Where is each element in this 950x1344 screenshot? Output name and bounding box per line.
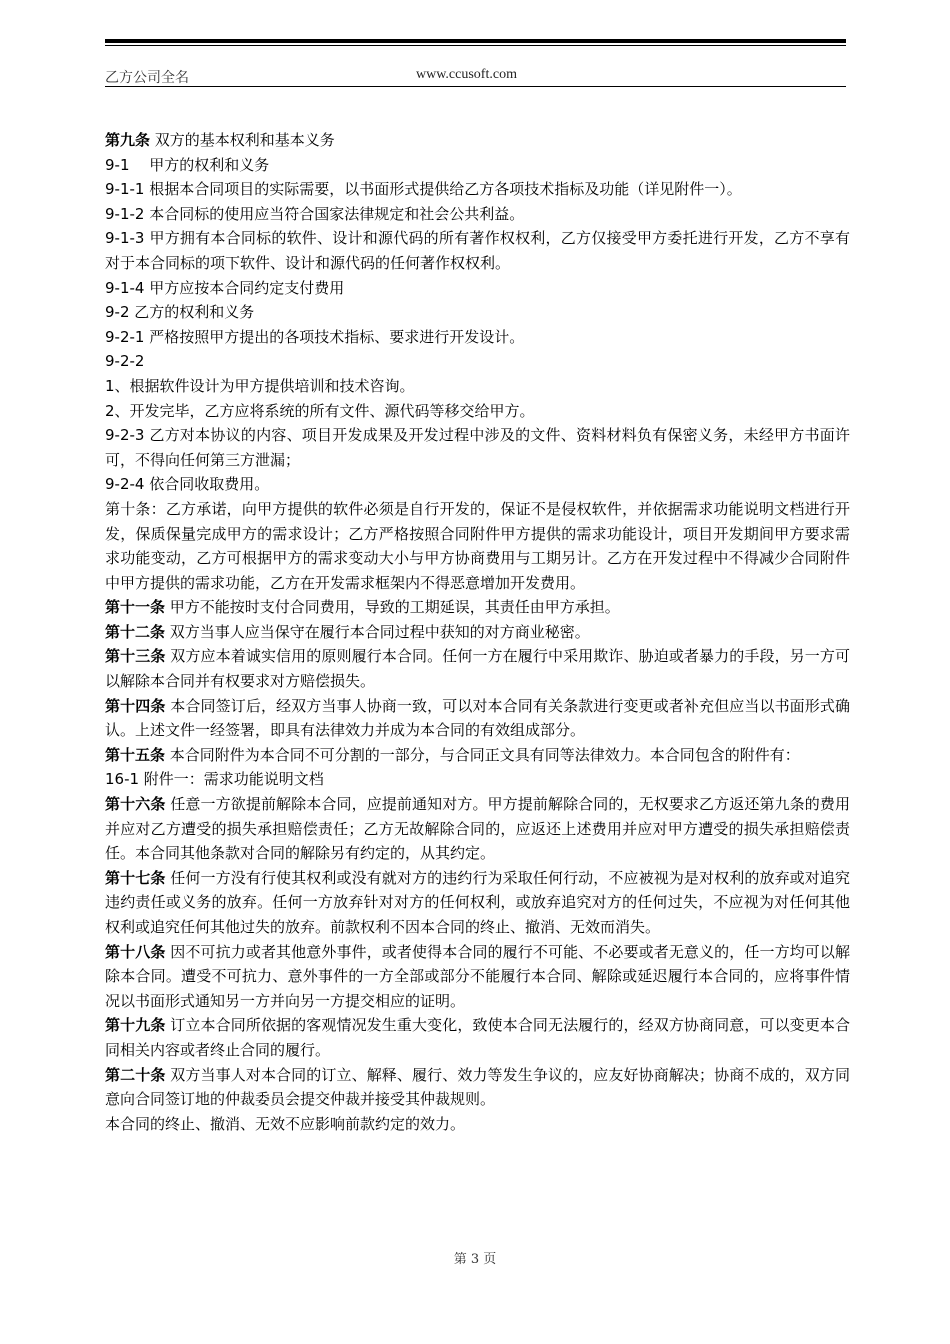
clause-paragraph <box>105 349 850 374</box>
clause-paragraph <box>105 300 850 325</box>
clause-text: 9-1 甲方的权利和义务 <box>105 155 270 174</box>
clause-text: 双方的基本权利和基本义务 <box>150 131 335 149</box>
clause-text: 双方当事人对本合同的订立、解释、履行、效力等发生争议的，应友好协商解决；协商不成的，双方同意向合同签订地的仲裁委员会提交仲裁并接受其仲裁规则。 <box>105 1065 850 1109</box>
clause-text: 甲方不能按时支付合同费用，导致的工期延误，其责任由甲方承担。 <box>165 598 620 617</box>
document-body <box>105 128 850 1136</box>
clause-paragraph <box>105 399 850 424</box>
clause-heading: 第十三条 <box>105 647 166 666</box>
header-rule-thin <box>105 45 846 46</box>
clause-paragraph <box>105 940 850 1014</box>
clause-paragraph <box>105 128 850 153</box>
clause-paragraph <box>105 595 850 620</box>
clause-paragraph <box>105 177 850 202</box>
header-rule-thick <box>105 39 846 43</box>
page-number: 第 3 页 <box>453 1252 497 1267</box>
header-company: 乙方公司全名 <box>105 70 189 86</box>
clause-paragraph <box>105 153 850 178</box>
clause-text: 因不可抗力或者其他意外事件，或者使得本合同的履行不可能、不必要或者无意义的，任一方均可以解除本合同。遭受不可抗力、意外事件的一方全部或部分不能履行本合同、解除或延迟履行本合同的，应将事件情况以书面形式通知另一方并向另一方提交相应的证明。 <box>105 942 850 1010</box>
clause-heading: 第十九条 <box>105 1016 166 1035</box>
clause-paragraph <box>105 202 850 227</box>
clause-paragraph <box>105 866 850 940</box>
clause-text: 第十条：乙方承诺，向甲方提供的软件必须是自行开发的，保证不是侵权软件，并依据需求功能说明文档进行开发，保质保量完成甲方的需求设计；乙方严格按照合同附件甲方提供的需求功能设计，项目开发期间甲方要求需求功能变动，乙方可根据甲方的需求变动大小与甲方协商费用与工期另计。乙方在开发过程中不得减少合同附件中甲方提供的需求功能，乙方在开发需求框架内不得恶意增加开发费用。 <box>105 499 850 592</box>
clause-heading: 第十二条 <box>105 622 166 641</box>
clause-paragraph <box>105 276 850 301</box>
clause-text: 9-1-4 甲方应按本合同约定支付费用 <box>105 278 345 297</box>
clause-text: 本合同的终止、撤消、无效不应影响前款约定的效力。 <box>105 1114 466 1133</box>
clause-paragraph <box>105 1013 850 1062</box>
clause-text: 2、开发完毕，乙方应将系统的所有文件、源代码等移交给甲方。 <box>105 401 535 420</box>
clause-paragraph <box>105 1112 850 1137</box>
clause-text: 9-2-4 依合同收取费用。 <box>105 475 270 494</box>
clause-paragraph <box>105 374 850 399</box>
clause-paragraph <box>105 792 850 866</box>
clause-text: 本合同签订后，经双方当事人协商一致，可以对本合同有关条款进行变更或者补充但应当以书面形式确认。上述文件一经签署，即具有法律效力并成为本合同的有效组成部分。 <box>105 696 850 740</box>
clause-text: 任意一方欲提前解除本合同，应提前通知对方。甲方提前解除合同的，无权要求乙方返还第九条的费用并应对乙方遭受的损失承担赔偿责任；乙方无故解除合同的，应返还上述费用并应对甲方遭受的损失承担赔偿责任。本合同其他条款对合同的解除另有约定的，从其约定。 <box>105 795 850 863</box>
clause-paragraph <box>105 497 850 595</box>
clause-text: 9-2-2 <box>105 352 145 371</box>
clause-text: 双方应本着诚实信用的原则履行本合同。任何一方在履行中采用欺诈、胁迫或者暴力的手段，另一方可以解除本合同并有权要求对方赔偿损失。 <box>105 647 850 691</box>
clause-heading: 第十六条 <box>105 795 166 814</box>
clause-text: 9-2 乙方的权利和义务 <box>105 303 255 322</box>
clause-paragraph <box>105 423 850 472</box>
clause-text: 16-1 附件一：需求功能说明文档 <box>105 770 324 789</box>
clause-heading: 第十七条 <box>105 868 166 887</box>
clause-text: 9-1-2 本合同标的使用应当符合国家法律规定和社会公共利益。 <box>105 204 525 223</box>
clause-heading: 第二十条 <box>105 1065 166 1084</box>
clause-text: 1、根据软件设计为甲方提供培训和技术咨询。 <box>105 376 415 395</box>
clause-text: 9-2-1 严格按照甲方提出的各项技术指标、要求进行开发设计。 <box>105 327 525 346</box>
clause-paragraph <box>105 694 850 743</box>
header-website: www.ccusoft.com <box>416 67 517 82</box>
clause-text: 9-2-3 乙方对本协议的内容、项目开发成果及开发过程中涉及的文件、资料材料负有保密义务，未经甲方书面许可，不得向任何第三方泄漏； <box>105 426 850 469</box>
clause-heading: 第九条 <box>105 131 151 149</box>
clause-text: 订立本合同所依据的客观情况发生重大变化，致使本合同无法履行的，经双方协商同意，可以变更本合同相关内容或者终止合同的履行。 <box>105 1016 850 1059</box>
clause-paragraph <box>105 472 850 497</box>
clause-heading: 第十八条 <box>105 942 166 961</box>
clause-paragraph <box>105 644 850 693</box>
clause-heading: 第十一条 <box>105 598 166 617</box>
clause-text: 任何一方没有行使其权利或没有就对方的违约行为采取任何行动，不应被视为是对权利的放弃或对追究违约责任或义务的放弃。任何一方放弃针对对方的任何权利，或放弃追究对方的任何过失，不应视为对任何其他权利或追究任何其他过失的放弃。前款权利不因本合同的终止、撤消、无效而消失。 <box>105 868 850 936</box>
header-rule-bottom <box>105 86 846 87</box>
clause-text: 9-1-3 甲方拥有本合同标的软件、设计和源代码的所有著作权权利，乙方仅接受甲方委托进行开发，乙方不享有对于本合同标的项下软件、设计和源代码的任何著作权权利。 <box>105 229 850 272</box>
clause-paragraph <box>105 767 850 792</box>
clause-text: 9-1-1 根据本合同项目的实际需要，以书面形式提供给乙方各项技术指标及功能（详见附件一）。 <box>105 180 742 199</box>
clause-heading: 第十五条 <box>105 745 166 764</box>
clause-paragraph <box>105 226 850 275</box>
clause-paragraph <box>105 620 850 645</box>
clause-paragraph <box>105 325 850 350</box>
clause-paragraph <box>105 743 850 768</box>
clause-text: 双方当事人应当保守在履行本合同过程中获知的对方商业秘密。 <box>165 622 590 641</box>
clause-paragraph <box>105 1063 850 1112</box>
clause-text: 本合同附件为本合同不可分割的一部分，与合同正文具有同等法律效力。本合同包含的附件有： <box>165 745 800 764</box>
clause-heading: 第十四条 <box>105 696 166 715</box>
